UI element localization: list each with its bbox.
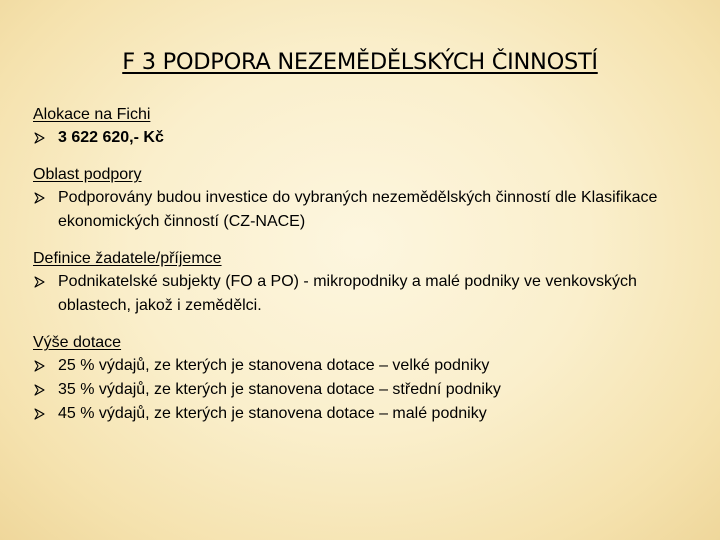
section-applicant-definition: [33, 248, 693, 318]
list-item: Podporovány budou investice do vybraných nezemědělských činností dle Klasifikace ekonomických činností (CZ-NACE): [33, 186, 693, 234]
bullet-list: [33, 186, 693, 234]
section-subsidy-amount: [33, 332, 693, 426]
section-heading: Definice žadatele/příjemce: [33, 250, 222, 267]
arrowhead-bullet-icon: [34, 276, 45, 288]
list-item: Podnikatelské subjekty (FO a PO) - mikropodniky a malé podniky ve venkovských oblastech, jakož i zemědělci.: [33, 270, 693, 318]
arrowhead-bullet-icon: [34, 408, 45, 420]
section-allocation: [33, 104, 693, 150]
slide-title: F 3 PODPORA NEZEMĚDĚLSKÝCH ČINNOSTÍ: [122, 49, 598, 75]
bullet-list: [33, 126, 693, 150]
arrowhead-bullet-icon: [34, 360, 45, 372]
list-item: 25 % výdajů, ze kterých je stanovena dotace – velké podniky: [33, 354, 693, 378]
arrowhead-bullet-icon: [34, 384, 45, 396]
list-item: 45 % výdajů, ze kterých je stanovena dotace – malé podniky: [33, 402, 693, 426]
arrowhead-bullet-icon: [34, 132, 45, 144]
section-heading: Oblast podpory: [33, 166, 142, 183]
list-item: 3 622 620,- Kč: [33, 126, 693, 150]
bullet-list: [33, 270, 693, 318]
section-support-area: [33, 164, 693, 234]
section-heading: Alokace na Fichi: [33, 106, 151, 123]
slide-content: [33, 104, 693, 440]
section-heading: Výše dotace: [33, 334, 122, 351]
list-item: 35 % výdajů, ze kterých je stanovena dotace – střední podniky: [33, 378, 693, 402]
bullet-list: [33, 354, 693, 426]
arrowhead-bullet-icon: [34, 192, 45, 204]
